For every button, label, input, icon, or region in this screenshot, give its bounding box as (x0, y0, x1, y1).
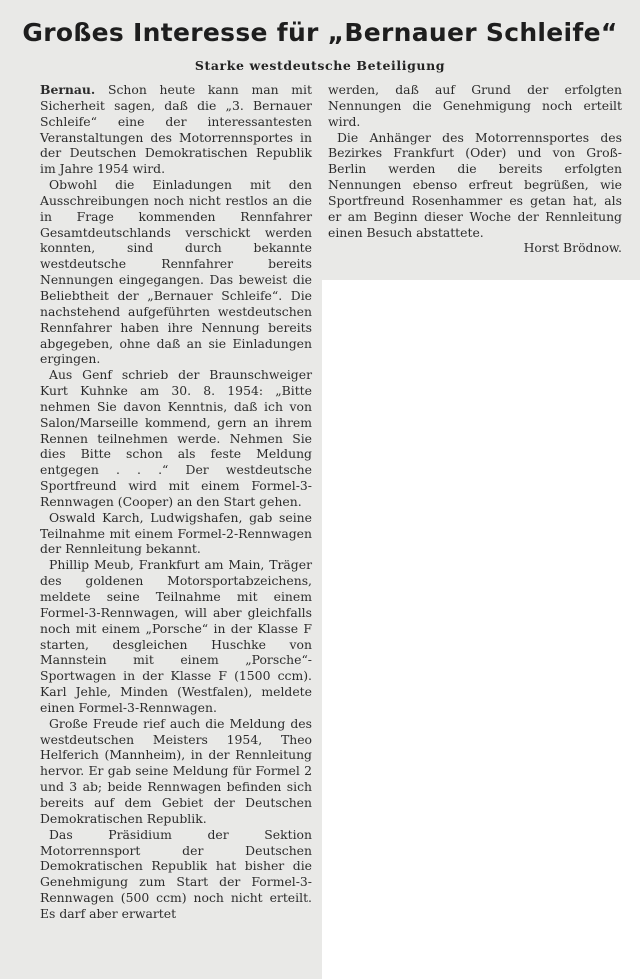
article-paragraph: Oswald Karch, Ludwigshafen, gab seine Teilnahme mit einem Formel-2-Rennwagen der Rennleitung bekannt. (40, 509, 312, 557)
article-paragraph: Das Präsidium der Sektion Motorrennsport der Deutschen Demokratischen Republik hat bisher die Genehmigung zum Start der Formel-3-Rennwagen (500 ccm) noch nicht erteilt. Es darf aber erwartet (40, 826, 312, 921)
article-paragraph: werden, daß auf Grund der erfolgten Nennungen die Genehmigung noch erteilt wird. (328, 82, 622, 129)
article-byline: Horst Brödnow. (523, 240, 622, 256)
article-paragraph: Obwohl die Einladungen mit den Ausschreibungen noch nicht restlos an die in Frage kommenden Rennfahrer Gesamtdeutschlands verschickt werden konnten, sind durch bekannte westdeutsche Rennfahrer bereits Nennungen eingegangen. Das beweist die Beliebtheit der „Bernauer Schleife“. Die nachstehend aufgeführten westdeutschen Rennfahrer haben ihre Nennung bereits abgegeben, ohne daß an sie Einladungen ergingen. (40, 177, 312, 367)
article-column-right (328, 82, 622, 256)
article-paragraph: Die Anhänger des Motorrennsportes des Bezirkes Frankfurt (Oder) und von Groß-Berlin werden die bereits erfolgten Nennungen ebenso erfreut begrüßen, wie Sportfreund Rosenhammer es getan hat, als er am Beginn dieser Woche der Rennleitung einen Besuch abstattete. (328, 129, 622, 240)
article-paragraph: Phillip Meub, Frankfurt am Main, Träger des goldenen Motorsportabzeichens, meldete seine Teilnahme mit einem Formel-3-Rennwagen, will aber gleichfalls noch mit einem „Porsche“ in der Klasse F starten, desgleichen Huschke von Mannstein mit einem „Porsche“-Sportwagen in der Klasse F (1500 ccm). Karl Jehle, Minden (Westfalen), meldete einen Formel-3-Rennwagen. (40, 557, 312, 715)
article-subheadline: Starke westdeutsche Beteiligung (194, 58, 446, 73)
article-column-left (40, 82, 312, 922)
article-paragraph: Aus Genf schrieb der Braunschweiger Kurt Kuhnke am 30. 8. 1954: „Bitte nehmen Sie davon Kenntnis, daß ich von Salon/Marseille kommend, gern an ihrem Rennen teilnehmen werde. Nehmen Sie dies Bitte schon als feste Meldung entgegen . . .“ Der westdeutsche Sportfreund wird mit einem Formel-3-Rennwagen (Cooper) an den Start gehen. (40, 367, 312, 509)
article-paragraph (40, 82, 312, 177)
article-paragraph-text: Schon heute kann man mit Sicherheit sagen, daß die „3. Bernauer Schleife“ eine der interessantesten Veranstaltungen des Motorrennsportes in der Deutschen Demokratischen Republik im Jahre 1954 wird. (40, 82, 312, 177)
article-dateline: Bernau. (40, 82, 96, 97)
article-paragraph: Große Freude rief auch die Meldung des westdeutschen Meisters 1954, Theo Helferich (Mannheim), in der Rennleitung hervor. Er gab seine Meldung für Formel 2 und 3 ab; beide Rennwagen befinden sich bereits auf dem Gebiet der Deutschen Demokratischen Republik. (40, 715, 312, 826)
article-headline: Großes Interesse für „Bernauer Schleife“ (22, 18, 618, 47)
